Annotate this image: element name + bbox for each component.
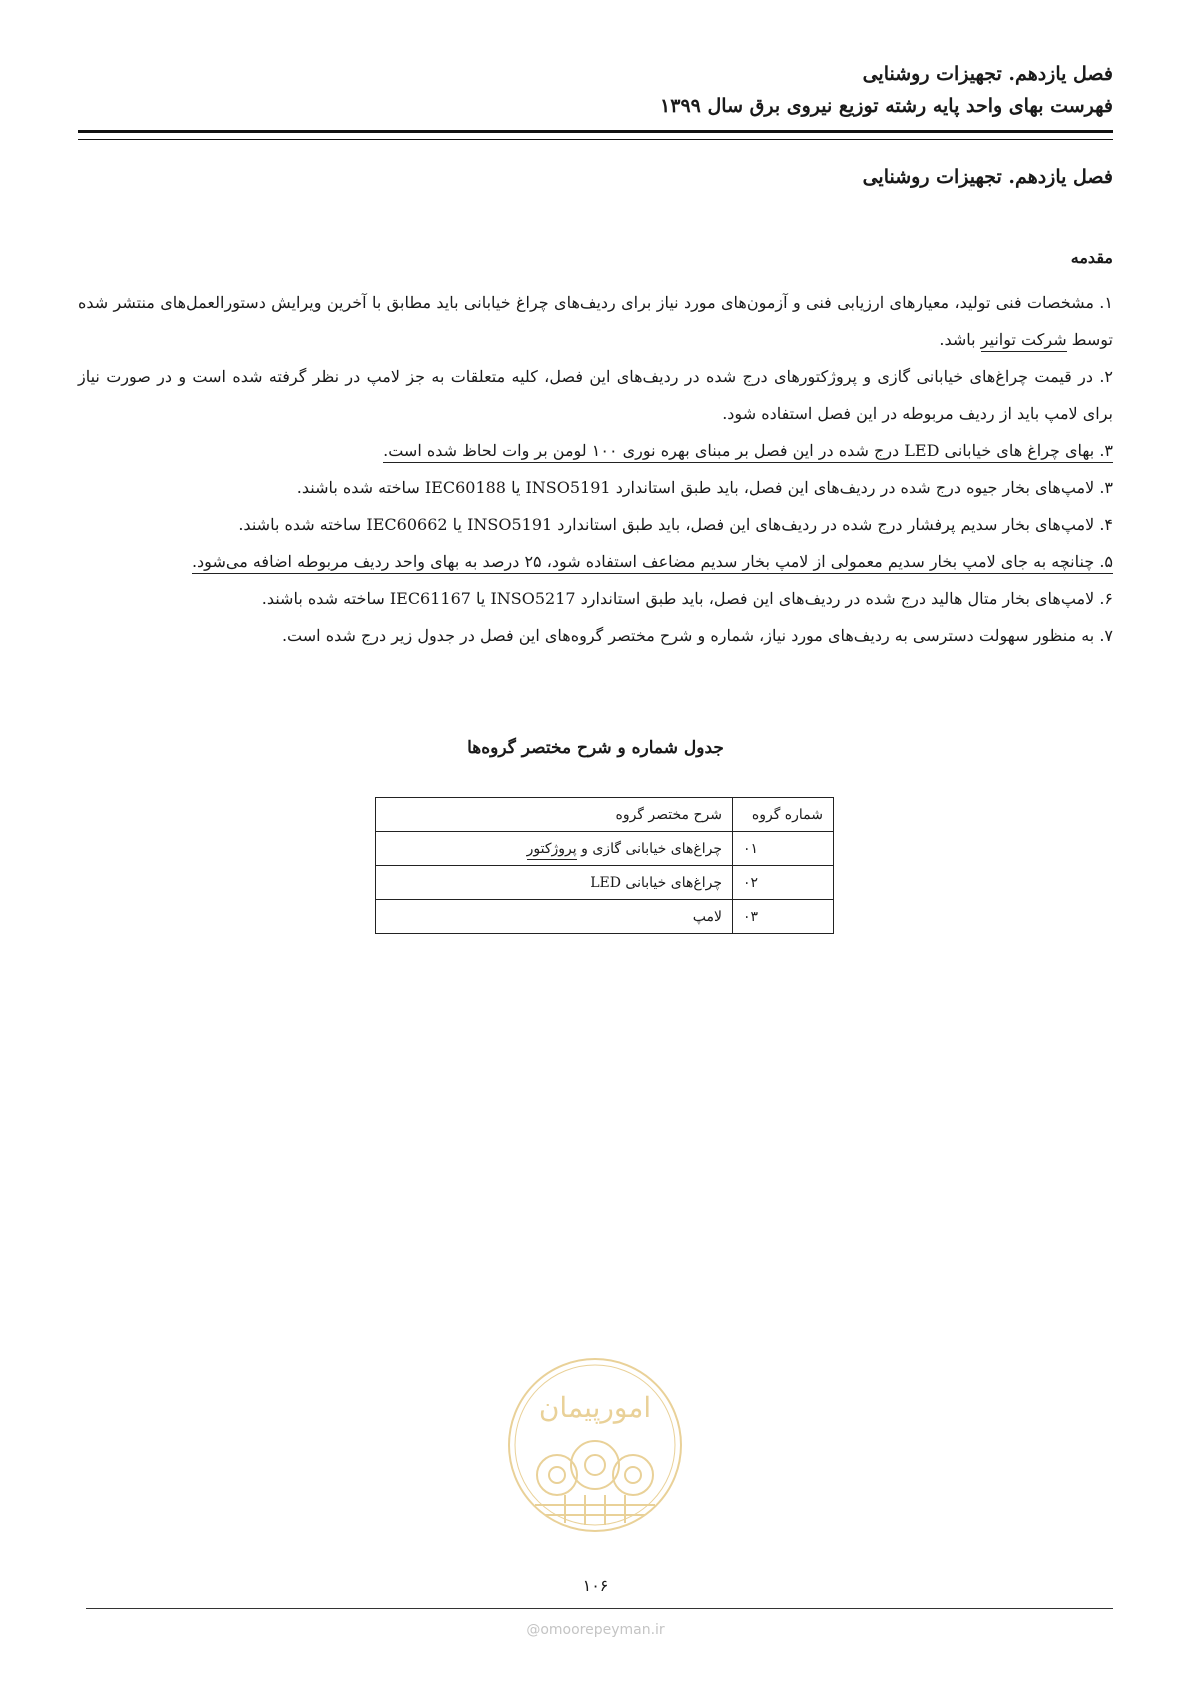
header-group-number: شماره گروه	[733, 798, 834, 832]
underlined-text: ۳. بهای چراغ های خیابانی LED درج شده در این فصل بر مبنای بهره نوری ۱۰۰ لومن بر وات لحاظ شده است.	[383, 441, 1113, 463]
paragraph-7: ۷. به منظور سهولت دسترسی به ردیف‌های مورد نیاز، شماره و شرح مختصر گروه‌های این فصل در جدول زیر درج شده است.	[281, 626, 1113, 645]
groups-table	[375, 797, 834, 934]
underlined-text: شرکت توانیر	[981, 330, 1067, 352]
paragraph-5	[78, 543, 1113, 580]
paragraph-3a	[78, 432, 1113, 469]
paragraph-1: ۱. مشخصات فنی تولید، معیارهای ارزیابی فنی و آزمون‌های مورد نیاز برای ردیف‌های چراغ خیابانی باید مطابق با آخرین ویرایش دستورالعمل‌های منتشر شده توسط شرکت توانیر باشد.	[78, 284, 1113, 358]
table-header-row	[376, 798, 834, 832]
group-description: چراغ‌های خیابانی LED	[376, 866, 733, 900]
page-number: ۱۰۶	[582, 1576, 609, 1595]
paragraph-6: ۶. لامپ‌های بخار متال هالید درج شده در ردیف‌های این فصل، باید طبق استاندارد INSO5217 یا IEC61167 ساخته شده باشند.	[261, 589, 1113, 608]
chapter-title: فصل یازدهم. تجهیزات روشنایی	[862, 166, 1113, 188]
group-number: ۰۳	[733, 900, 834, 934]
table-row	[376, 832, 834, 866]
intro-heading: مقدمه	[1070, 248, 1113, 267]
underlined-text: ۵. چنانچه به جای لامپ بخار سدیم معمولی از لامپ بخار سدیم مضاعف استفاده شود، ۲۵ درصد به بهای واحد ردیف مربوطه اضافه می‌شود.	[192, 552, 1113, 574]
watermark-url: @omoorepeyman.ir	[526, 1622, 665, 1638]
seal-logo-icon	[505, 1355, 685, 1535]
group-number: ۰۲	[733, 866, 834, 900]
table-row	[376, 900, 834, 934]
underlined-text: پروژکتور	[527, 841, 577, 860]
group-description: چراغ‌های خیابانی گازی و پروژکتور	[376, 832, 733, 866]
page-header	[78, 58, 1113, 122]
table-title: جدول شماره و شرح مختصر گروه‌ها	[467, 738, 724, 758]
header-divider	[78, 130, 1113, 140]
paragraph-4: ۴. لامپ‌های بخار سدیم پرفشار درج شده در ردیف‌های این فصل، باید طبق استاندارد INSO5191 یا IEC60662 ساخته شده باشند.	[238, 515, 1113, 534]
header-chapter: فصل یازدهم. تجهیزات روشنایی	[862, 63, 1113, 85]
seal-text: امورپیمان	[538, 1391, 652, 1424]
footer-divider	[86, 1608, 1113, 1609]
group-number: ۰۱	[733, 832, 834, 866]
header-document-title: فهرست بهای واحد پایه رشته توزیع نیروی برق سال ۱۳۹۹	[660, 95, 1113, 117]
group-description: لامپ	[376, 900, 733, 934]
table-row	[376, 866, 834, 900]
paragraph-2: ۲. در قیمت چراغ‌های خیابانی گازی و پروژکتورهای درج شده در ردیف‌های این فصل، کلیه متعلقات به جز لامپ در نظر گرفته شده است و در صورت نیاز برای لامپ باید از ردیف مربوطه در این فصل استفاده شود.	[78, 367, 1114, 423]
header-group-description: شرح مختصر گروه	[376, 798, 733, 832]
paragraph-3b: ۳. لامپ‌های بخار جیوه درج شده در ردیف‌های این فصل، باید طبق استاندارد INSO5191 یا IEC60188 ساخته شده باشند.	[296, 478, 1113, 497]
intro-body	[78, 284, 1113, 654]
